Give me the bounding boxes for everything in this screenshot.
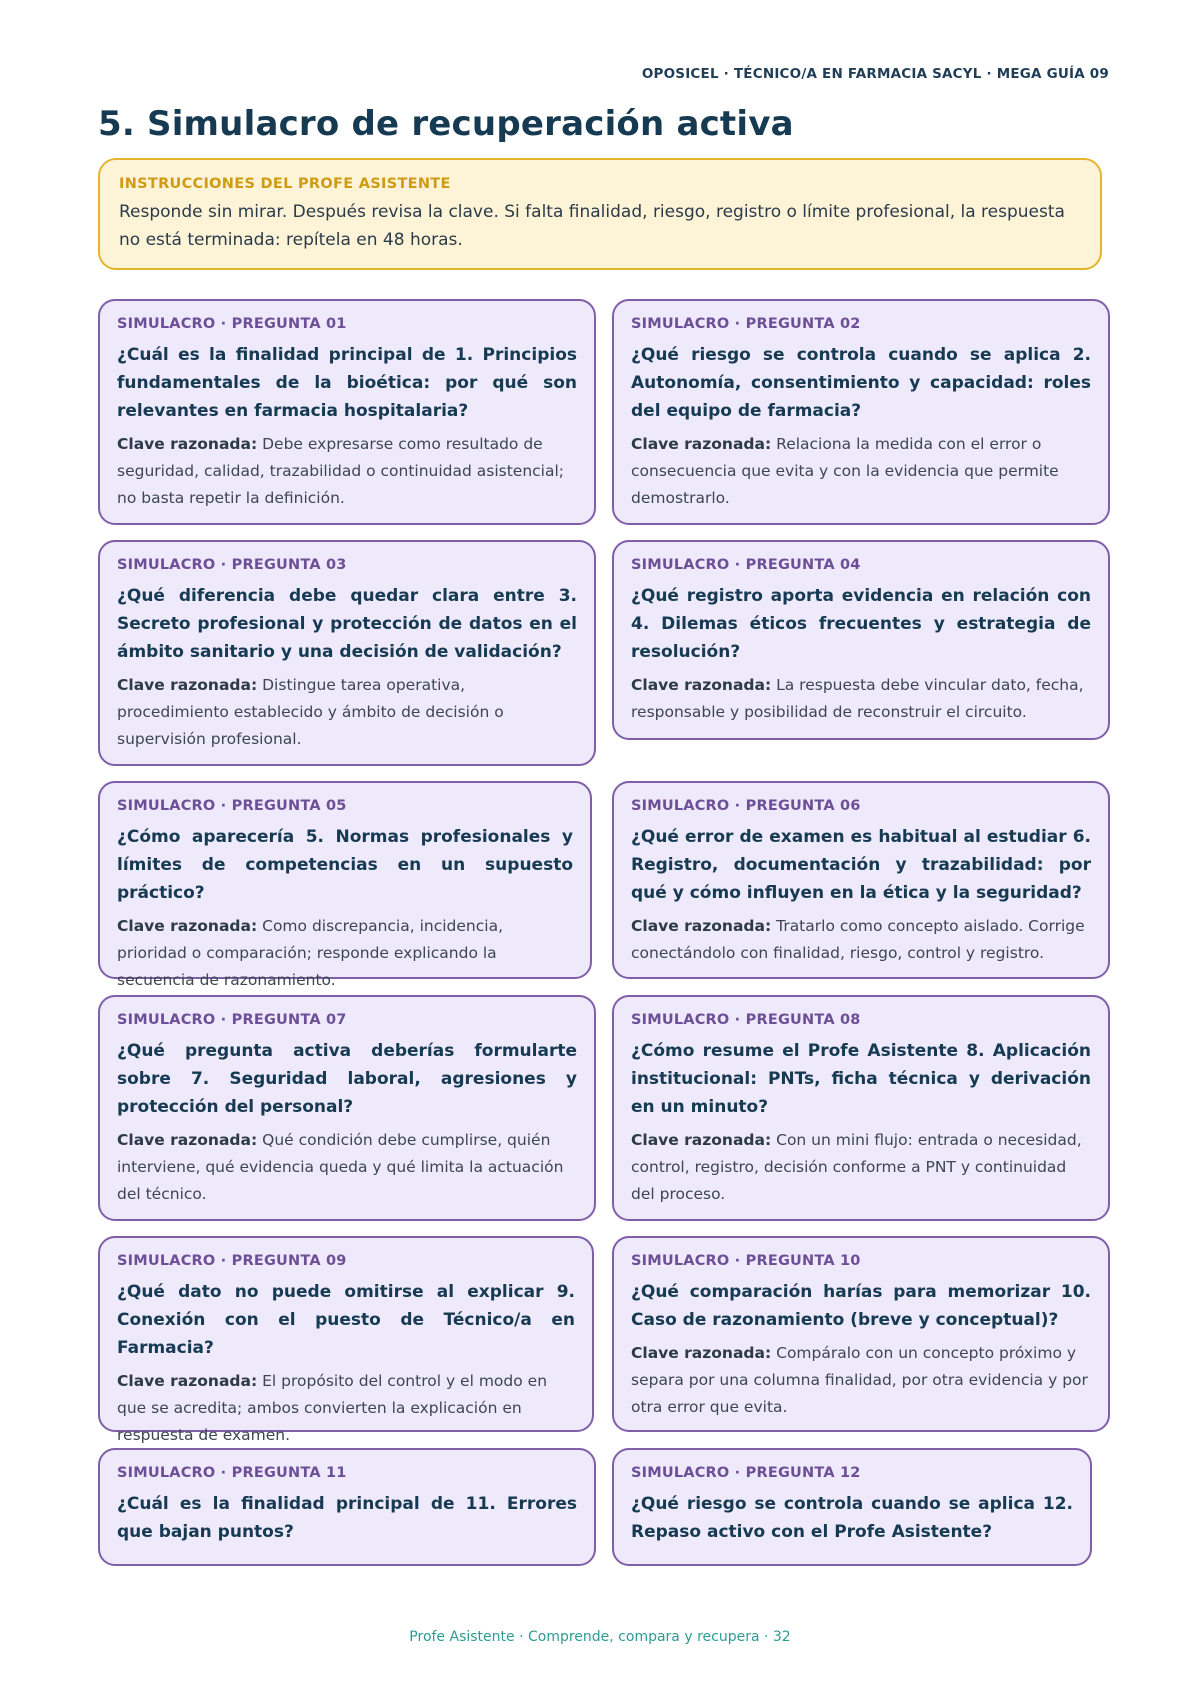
card-question: ¿Cuál es la finalidad principal de 11. Errores que bajan puntos? <box>117 1494 577 1542</box>
card-question: ¿Qué riesgo se controla cuando se aplica 12. Repaso activo con el Profe Asistente? <box>631 1494 1073 1542</box>
answer-text: Tratarlo como concepto aislado. Corrige conectándolo con finalidad, riesgo, control y registro. <box>631 917 1085 962</box>
card-kicker: SIMULACRO · PREGUNTA 10 <box>631 1253 861 1269</box>
card-kicker: SIMULACRO · PREGUNTA 03 <box>117 557 347 573</box>
answer-label: Clave razonada: <box>631 435 772 453</box>
answer-label: Clave razonada: <box>117 917 258 935</box>
question-card <box>98 781 592 989</box>
card-kicker: SIMULACRO · PREGUNTA 07 <box>117 1012 347 1028</box>
instructions-box <box>98 158 1102 270</box>
answer-label: Clave razonada: <box>117 1131 258 1149</box>
card-question: ¿Cuál es la finalidad principal de 1. Principios fundamentales de la bioética: por qué son relevantes en farmacia hospitalaria? <box>117 345 577 421</box>
card-kicker: SIMULACRO · PREGUNTA 01 <box>117 316 347 332</box>
answer-text: La respuesta debe vincular dato, fecha, responsable y posibilidad de reconstruir el circuito. <box>631 676 1084 721</box>
answer-text: Distingue tarea operativa, procedimiento establecido y ámbito de decisión o supervisión profesional. <box>117 676 504 748</box>
card-kicker: SIMULACRO · PREGUNTA 02 <box>631 316 861 332</box>
card-question: ¿Cómo resume el Profe Asistente 8. Aplicación institucional: PNTs, ficha técnica y derivación en un minuto? <box>631 1041 1091 1117</box>
card-answer <box>117 672 577 753</box>
card-answer <box>631 1127 1091 1208</box>
question-card <box>612 995 1110 1221</box>
card-answer <box>631 431 1091 512</box>
question-card <box>98 1236 594 1444</box>
card-kicker: SIMULACRO · PREGUNTA 08 <box>631 1012 861 1028</box>
question-card <box>612 540 1110 740</box>
running-header: OPOSICEL · TÉCNICO/A EN FARMACIA SACYL · MEGA GUÍA 09 <box>641 66 1109 82</box>
question-card <box>98 540 596 766</box>
card-question: ¿Qué riesgo se controla cuando se aplica 2. Autonomía, consentimiento y capacidad: roles del equipo de farmacia? <box>631 345 1091 421</box>
answer-label: Clave razonada: <box>117 435 258 453</box>
answer-label: Clave razonada: <box>631 917 772 935</box>
instructions-body: Responde sin mirar. Después revisa la clave. Si falta finalidad, riesgo, registro o límite profesional, la respuesta no está terminada: repítela en 48 horas. <box>119 202 1065 250</box>
card-question: ¿Qué pregunta activa deberías formularte sobre 7. Seguridad laboral, agresiones y protección del personal? <box>117 1041 577 1117</box>
question-card <box>612 1236 1110 1432</box>
card-answer <box>117 1368 575 1449</box>
card-kicker: SIMULACRO · PREGUNTA 11 <box>117 1465 347 1481</box>
answer-text: Con un mini flujo: entrada o necesidad, control, registro, decisión conforme a PNT y continuidad del proceso. <box>631 1131 1082 1203</box>
answer-text: Compáralo con un concepto próximo y separa por una columna finalidad, por otra evidencia y por otra error que evita. <box>631 1344 1088 1416</box>
page-title: 5. Simulacro de recuperación activa <box>98 104 794 144</box>
instructions-title: INSTRUCCIONES DEL PROFE ASISTENTE <box>119 176 451 192</box>
card-question: ¿Qué comparación harías para memorizar 10. Caso de razonamiento (breve y conceptual)? <box>631 1282 1091 1330</box>
question-card <box>98 299 596 525</box>
question-card <box>612 781 1110 979</box>
answer-text: Debe expresarse como resultado de seguridad, calidad, trazabilidad o continuidad asistencial; no basta repetir la definición. <box>117 435 565 507</box>
card-answer <box>631 672 1091 726</box>
card-answer <box>117 1127 577 1208</box>
answer-label: Clave razonada: <box>631 1131 772 1149</box>
card-answer <box>631 1340 1091 1421</box>
question-card <box>612 299 1110 525</box>
answer-label: Clave razonada: <box>631 676 772 694</box>
answer-label: Clave razonada: <box>631 1344 772 1362</box>
card-question: ¿Qué diferencia debe quedar clara entre 3. Secreto profesional y protección de datos en el ámbito sanitario y una decisión de validación? <box>117 586 577 662</box>
card-kicker: SIMULACRO · PREGUNTA 05 <box>117 798 347 814</box>
page-footer: Profe Asistente · Comprende, compara y recupera · 32 <box>409 1629 791 1645</box>
question-card <box>98 1448 596 1566</box>
card-kicker: SIMULACRO · PREGUNTA 04 <box>631 557 861 573</box>
card-question: ¿Cómo aparecería 5. Normas profesionales y límites de competencias en un supuesto práctico? <box>117 827 573 903</box>
answer-text: Relaciona la medida con el error o consecuencia que evita y con la evidencia que permite demostrarlo. <box>631 435 1059 507</box>
card-kicker: SIMULACRO · PREGUNTA 09 <box>117 1253 347 1269</box>
card-question: ¿Qué registro aporta evidencia en relación con 4. Dilemas éticos frecuentes y estrategia de resolución? <box>631 586 1091 662</box>
answer-text: El propósito del control y el modo en que se acredita; ambos convierten la explicación en respuesta de examen. <box>117 1372 548 1444</box>
card-question: ¿Qué dato no puede omitirse al explicar 9. Conexión con el puesto de Técnico/a en Farmacia? <box>117 1282 575 1358</box>
card-answer <box>631 913 1091 967</box>
card-kicker: SIMULACRO · PREGUNTA 12 <box>631 1465 861 1481</box>
answer-text: Como discrepancia, incidencia, prioridad o comparación; responde explicando la secuencia de razonamiento. <box>117 917 504 989</box>
card-answer <box>117 431 577 512</box>
answer-label: Clave razonada: <box>117 676 258 694</box>
card-question: ¿Qué error de examen es habitual al estudiar 6. Registro, documentación y trazabilidad: por qué y cómo influyen en la ética y la seguridad? <box>631 827 1091 903</box>
question-card <box>98 995 596 1221</box>
card-kicker: SIMULACRO · PREGUNTA 06 <box>631 798 861 814</box>
answer-label: Clave razonada: <box>117 1372 258 1390</box>
question-card <box>612 1448 1092 1566</box>
answer-text: Qué condición debe cumplirse, quién interviene, qué evidencia queda y qué limita la actuación del técnico. <box>117 1131 564 1203</box>
card-answer <box>117 913 573 994</box>
